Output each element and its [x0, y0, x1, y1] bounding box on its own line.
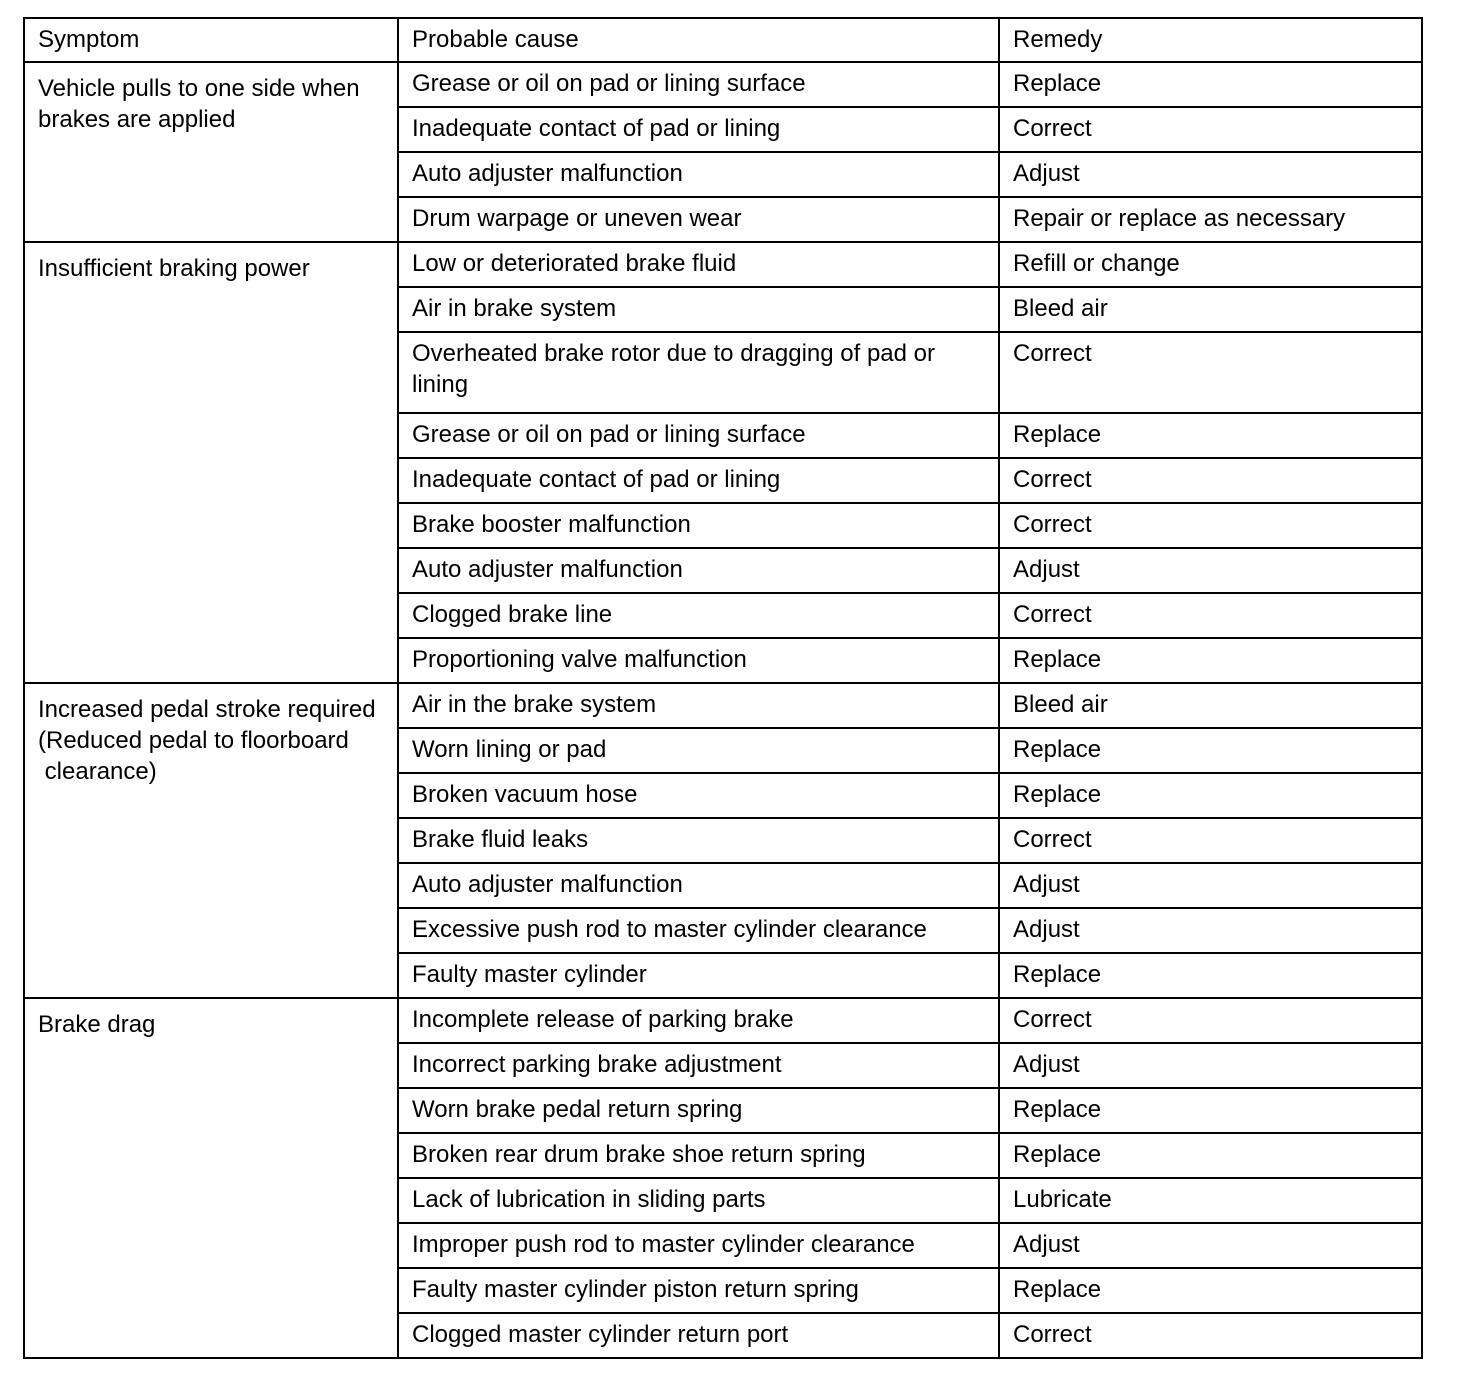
remedy-cell: Adjust	[999, 152, 1422, 197]
probable-cause-cell: Faulty master cylinder	[398, 953, 999, 998]
remedy-cell: Replace	[999, 1268, 1422, 1313]
probable-cause-cell: Brake booster malfunction	[398, 503, 999, 548]
probable-cause-cell: Auto adjuster malfunction	[398, 863, 999, 908]
probable-cause-cell: Clogged master cylinder return port	[398, 1313, 999, 1358]
remedy-cell: Correct	[999, 503, 1422, 548]
remedy-cell: Correct	[999, 593, 1422, 638]
probable-cause-cell: Improper push rod to master cylinder clearance	[398, 1223, 999, 1268]
symptom-cell: Vehicle pulls to one side when brakes are applied	[24, 62, 398, 242]
probable-cause-cell: Overheated brake rotor due to dragging of pad or lining	[398, 332, 999, 413]
probable-cause-cell: Incomplete release of parking brake	[398, 998, 999, 1043]
remedy-cell: Adjust	[999, 1043, 1422, 1088]
symptom-cell: Brake drag	[24, 998, 398, 1358]
probable-cause-cell: Drum warpage or uneven wear	[398, 197, 999, 242]
remedy-cell: Bleed air	[999, 287, 1422, 332]
remedy-cell: Adjust	[999, 1223, 1422, 1268]
probable-cause-cell: Auto adjuster malfunction	[398, 152, 999, 197]
table-row	[24, 242, 1422, 287]
troubleshooting-table	[23, 17, 1423, 1359]
remedy-cell: Replace	[999, 638, 1422, 683]
remedy-cell: Replace	[999, 773, 1422, 818]
remedy-cell: Bleed air	[999, 683, 1422, 728]
table-row	[24, 683, 1422, 728]
remedy-cell: Correct	[999, 458, 1422, 503]
remedy-cell: Replace	[999, 728, 1422, 773]
table-row	[24, 998, 1422, 1043]
probable-cause-cell: Worn brake pedal return spring	[398, 1088, 999, 1133]
remedy-cell: Repair or replace as necessary	[999, 197, 1422, 242]
probable-cause-cell: Air in brake system	[398, 287, 999, 332]
remedy-cell: Correct	[999, 998, 1422, 1043]
probable-cause-cell: Excessive push rod to master cylinder clearance	[398, 908, 999, 953]
remedy-cell: Adjust	[999, 908, 1422, 953]
probable-cause-cell: Inadequate contact of pad or lining	[398, 107, 999, 152]
remedy-cell: Replace	[999, 953, 1422, 998]
header-probable-cause: Probable cause	[398, 18, 999, 62]
symptom-cell: Insufficient braking power	[24, 242, 398, 683]
probable-cause-cell: Broken rear drum brake shoe return spring	[398, 1133, 999, 1178]
header-row	[24, 18, 1422, 62]
probable-cause-cell: Inadequate contact of pad or lining	[398, 458, 999, 503]
table-row	[24, 62, 1422, 107]
probable-cause-cell: Grease or oil on pad or lining surface	[398, 413, 999, 458]
probable-cause-cell: Faulty master cylinder piston return spring	[398, 1268, 999, 1313]
probable-cause-cell: Incorrect parking brake adjustment	[398, 1043, 999, 1088]
probable-cause-cell: Worn lining or pad	[398, 728, 999, 773]
probable-cause-cell: Air in the brake system	[398, 683, 999, 728]
probable-cause-cell: Proportioning valve malfunction	[398, 638, 999, 683]
probable-cause-cell: Clogged brake line	[398, 593, 999, 638]
remedy-cell: Correct	[999, 332, 1422, 413]
probable-cause-cell: Low or deteriorated brake fluid	[398, 242, 999, 287]
header-remedy: Remedy	[999, 18, 1422, 62]
probable-cause-cell: Auto adjuster malfunction	[398, 548, 999, 593]
remedy-cell: Correct	[999, 1313, 1422, 1358]
remedy-cell: Correct	[999, 818, 1422, 863]
remedy-cell: Replace	[999, 413, 1422, 458]
remedy-cell: Lubricate	[999, 1178, 1422, 1223]
header-symptom: Symptom	[24, 18, 398, 62]
probable-cause-cell: Brake fluid leaks	[398, 818, 999, 863]
remedy-cell: Adjust	[999, 863, 1422, 908]
probable-cause-cell: Broken vacuum hose	[398, 773, 999, 818]
remedy-cell: Replace	[999, 1133, 1422, 1178]
remedy-cell: Correct	[999, 107, 1422, 152]
remedy-cell: Replace	[999, 1088, 1422, 1133]
probable-cause-cell: Grease or oil on pad or lining surface	[398, 62, 999, 107]
table-body	[24, 62, 1422, 1358]
remedy-cell: Adjust	[999, 548, 1422, 593]
probable-cause-cell: Lack of lubrication in sliding parts	[398, 1178, 999, 1223]
remedy-cell: Refill or change	[999, 242, 1422, 287]
remedy-cell: Replace	[999, 62, 1422, 107]
symptom-cell: Increased pedal stroke required (Reduced pedal to floorboard clearance)	[24, 683, 398, 998]
